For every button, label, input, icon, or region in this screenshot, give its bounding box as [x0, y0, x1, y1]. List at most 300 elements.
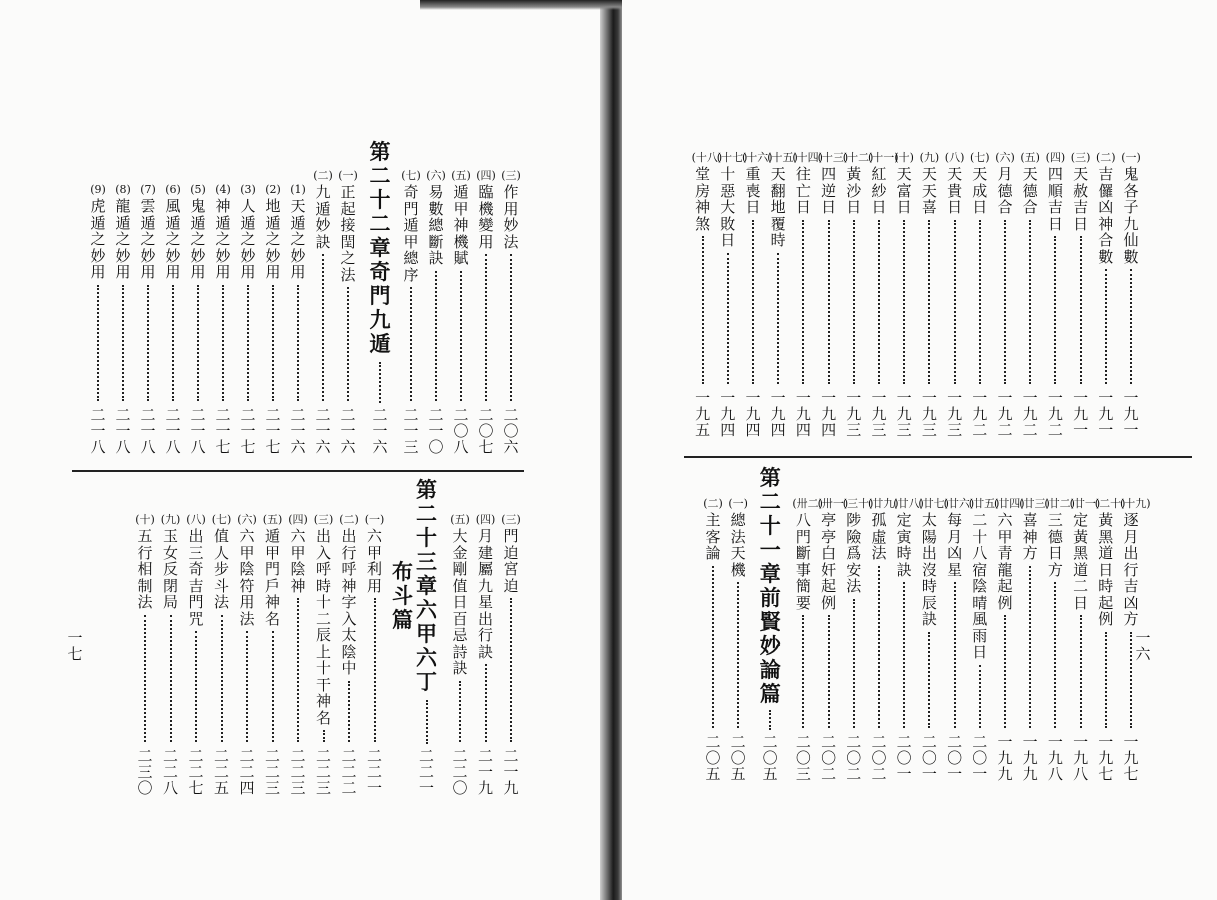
entry-title: 十 惡 大 敗 日 [720, 165, 736, 249]
entry-title: 六 甲 陰 符 用 法 [239, 527, 255, 628]
entry-title: 每 月 凶 星 [947, 511, 963, 579]
toc-entry[interactable] [817, 496, 849, 783]
leader-dots [510, 254, 512, 401]
leader-dots [485, 254, 487, 401]
toc-entry[interactable] [287, 512, 309, 796]
entry-title: 主 客 論 [705, 511, 721, 562]
entry-page-number: 一 九 三 [921, 389, 937, 439]
entry-marker: (四) [1045, 151, 1066, 164]
leader-dots [374, 598, 376, 742]
entry-marker: (一) [338, 169, 358, 182]
leader-dots [272, 631, 274, 742]
leader-dots [1004, 220, 1006, 385]
entry-title: 雲 遁 之 妙 用 [140, 197, 156, 281]
leader-dots [802, 615, 804, 728]
leader-dots [197, 285, 199, 402]
right-page [622, 0, 1217, 900]
entry-title: 奇 門 遁 甲 總 序 [403, 183, 419, 284]
entry-page-number: 二 〇 六 [503, 406, 519, 456]
entry-title: 往 亡 日 [795, 165, 811, 216]
entry-title: 天 德 合 [1022, 165, 1038, 216]
entry-page-number: 二 〇 二 [821, 733, 837, 783]
entry-title: 八 門 斷 事 簡 要 [795, 511, 811, 612]
entry-marker: (二) [339, 513, 359, 526]
entry-marker: (廿七) [918, 497, 949, 510]
toc-entry[interactable] [792, 496, 823, 783]
entry-marker: (六) [237, 513, 257, 526]
toc-entry[interactable] [893, 150, 915, 438]
toc-entry[interactable] [842, 496, 874, 783]
entry-title: 出 入 呼 時 十 二 辰 上 十 干 神 名 [315, 527, 331, 727]
entry-marker: (六) [995, 151, 1015, 164]
entry-page-number: 二 一 九 [477, 747, 493, 797]
leader-dots [195, 631, 197, 742]
leader-dots [379, 362, 381, 403]
entry-page-number: 一 九 三 [846, 389, 862, 439]
entry-marker: (八) [944, 151, 965, 164]
entry-page-number: 一 九 二 [997, 389, 1013, 439]
entry-marker: (一) [728, 497, 748, 510]
leader-dots [903, 220, 905, 385]
entry-marker: (卅二) [792, 497, 823, 510]
entry-title: 天 富 日 [896, 165, 912, 216]
entry-marker: (二十) [1094, 497, 1126, 510]
entry-page-number: 一 九 八 [1047, 733, 1063, 783]
entry-marker: (四) [288, 513, 308, 526]
chapter-page-number: 二 〇 五 [762, 733, 778, 783]
toc-entry[interactable] [1044, 150, 1066, 438]
book-gutter [600, 0, 624, 900]
toc-entry[interactable] [716, 150, 748, 439]
entry-page-number: 一 九 二 [1047, 389, 1063, 439]
leader-dots [853, 599, 855, 729]
toc-entry[interactable] [968, 496, 1000, 783]
toc-entry[interactable] [137, 182, 159, 455]
toc-entry[interactable] [475, 168, 497, 455]
leader-dots [97, 285, 99, 402]
entry-title: 鬼 遁 之 妙 用 [190, 197, 206, 281]
leader-dots [170, 615, 172, 743]
entry-page-number: 一 九 三 [947, 389, 963, 439]
entry-marker: (十七) [716, 151, 748, 164]
entry-marker: (十八) [691, 151, 723, 164]
toc-entry[interactable] [817, 150, 849, 439]
leader-dots [1130, 269, 1132, 384]
entry-marker: (二) [313, 169, 333, 182]
entry-page-number: 一 九 八 [1073, 733, 1089, 783]
leader-dots [1029, 220, 1031, 385]
leader-dots [828, 615, 830, 728]
entry-marker: (十五) [767, 151, 798, 164]
entry-page-number: 二 二 八 [162, 747, 178, 797]
toc-entry[interactable] [1044, 496, 1075, 783]
entry-page-number: 二 二 三 [315, 747, 331, 797]
entry-page-number: 一 九 四 [770, 389, 786, 439]
entry-page-number: 二 〇 八 [453, 406, 469, 456]
entry-marker: (五) [450, 513, 470, 526]
leader-dots [297, 598, 299, 742]
entry-title: 出 行 呼 神 字 入 太 陰 中 [341, 527, 357, 677]
entry-title: 門 迫 宮 迫 [503, 527, 519, 595]
entry-title: 易 數 總 斷 訣 [428, 183, 444, 267]
entry-title: 天 赦 吉 日 [1073, 165, 1089, 233]
entry-marker: (廿六) [943, 497, 975, 510]
toc-entry[interactable] [236, 512, 258, 796]
leader-dots [247, 285, 249, 402]
entry-title: 二 十 八 宿 陰 晴 風 雨 日 [972, 511, 988, 661]
toc-entry[interactable] [211, 512, 233, 796]
leader-dots [460, 271, 462, 402]
entry-title: 六 甲 陰 神 [290, 527, 306, 595]
leader-dots [246, 631, 248, 742]
entry-page-number: 二 三 〇 [137, 747, 153, 797]
entry-page-number: 二 〇 二 [846, 733, 862, 783]
toc-entry[interactable] [944, 150, 966, 438]
leader-dots [323, 730, 325, 742]
entry-marker: (十六) [742, 151, 773, 164]
entry-page-number: 二 〇 三 [795, 733, 811, 783]
leader-dots [348, 681, 350, 743]
toc-entry[interactable] [1019, 150, 1041, 438]
leader-dots [1054, 582, 1056, 728]
toc-entry[interactable] [337, 168, 359, 455]
leader-dots [979, 665, 981, 729]
leader-dots [1105, 632, 1107, 729]
leader-dots [769, 710, 771, 730]
entry-marker: (二) [1096, 151, 1116, 164]
entry-title: 月 建 屬 九 星 出 行 訣 [477, 527, 493, 661]
entry-title: 三 德 日 方 [1047, 511, 1063, 579]
entry-page-number: 一 九 九 [1022, 733, 1038, 783]
entry-page-number: 一 九 二 [1022, 389, 1038, 439]
entry-title: 玉 女 反 閉 局 [162, 527, 178, 611]
entry-title: 出 三 奇 吉 門 咒 [188, 527, 204, 628]
entry-page-number: 二 〇 七 [478, 406, 494, 456]
entry-title: 鬼 各 子 九 仙 數 [1123, 165, 1139, 266]
toc-entry[interactable] [449, 512, 471, 796]
entry-page-number: 二 一 六 [340, 406, 356, 456]
entry-marker: (十三) [817, 151, 849, 164]
entry-marker: (廿八) [893, 497, 924, 510]
leader-dots [979, 220, 981, 385]
toc-entry[interactable] [1070, 150, 1092, 438]
entry-title: 六 甲 青 龍 起 例 [997, 511, 1013, 612]
toc-entry[interactable] [767, 150, 798, 439]
entry-marker: (6) [165, 183, 181, 196]
toc-entry[interactable] [338, 512, 360, 796]
toc-entry[interactable] [969, 150, 991, 438]
entry-page-number: 二 〇 一 [947, 733, 963, 783]
toc-entry[interactable] [162, 182, 184, 455]
entry-page-number: 一 九 四 [821, 389, 837, 439]
toc-entry[interactable] [702, 496, 724, 782]
toc-entry[interactable] [312, 168, 334, 455]
entry-title: 紅 紗 日 [871, 165, 887, 216]
chapter-subtitle: 布 斗 篇 [392, 560, 413, 632]
page-number: 一 七 [67, 629, 83, 663]
toc-entry[interactable] [1019, 496, 1050, 783]
entry-title: 遁 甲 神 機 賦 [453, 183, 469, 267]
toc-entry[interactable] [1120, 150, 1142, 438]
entry-title: 神 遁 之 妙 用 [215, 197, 231, 281]
toc-entry[interactable] [868, 496, 899, 783]
entry-page-number: 二 二 四 [239, 747, 255, 797]
chapter-column [369, 140, 391, 455]
entry-page-number: 一 九 一 [1073, 389, 1089, 439]
leader-dots [485, 664, 487, 742]
entry-title: 定 寅 時 訣 [896, 511, 912, 579]
entry-marker: (十) [135, 513, 155, 526]
leader-dots [737, 582, 739, 728]
entry-marker: (1) [290, 183, 306, 196]
entry-marker: (一) [364, 513, 385, 526]
entry-title: 正 起 接 閏 之 法 [340, 183, 356, 284]
leader-dots [221, 615, 223, 743]
entry-page-number: 二 一 八 [90, 406, 106, 456]
toc-entry[interactable] [893, 496, 924, 783]
entry-title: 總 法 天 機 [730, 511, 746, 579]
entry-title: 天 天 喜 [921, 165, 937, 216]
entry-title: 虎 遁 之 妙 用 [90, 197, 106, 281]
leader-dots [1004, 615, 1006, 728]
entry-marker: (十二) [842, 151, 874, 164]
toc-entry[interactable] [918, 150, 940, 438]
entry-page-number: 一 九 二 [972, 389, 988, 439]
entry-title: 大 金 剛 值 日 百 忌 詩 訣 [452, 527, 468, 677]
entry-marker: (三) [1070, 151, 1091, 164]
leader-dots [1105, 269, 1107, 384]
entry-page-number: 一 九 四 [720, 389, 736, 439]
leader-dots [802, 220, 804, 385]
entry-page-number: 二 一 七 [265, 406, 281, 456]
entry-page-number: 一 九 四 [745, 389, 761, 439]
toc-entry[interactable] [425, 168, 447, 455]
toc-entry[interactable] [1069, 496, 1101, 783]
entry-title: 喜 神 方 [1022, 511, 1038, 562]
entry-marker: (2) [265, 183, 281, 196]
entry-marker: (7) [140, 183, 156, 196]
entry-title: 五 行 相 制 法 [137, 527, 153, 611]
entry-title: 風 遁 之 妙 用 [165, 197, 181, 281]
entry-page-number: 二 二 〇 [452, 747, 468, 797]
entry-title: 遁 甲 門 戶 神 名 [264, 527, 280, 628]
entry-marker: (六) [426, 169, 446, 182]
entry-page-number: 一 九 一 [1123, 389, 1139, 439]
entry-title: 亭 亭 白 奸 起 例 [821, 511, 837, 612]
toc-entry[interactable] [262, 182, 284, 455]
chapter-column [759, 466, 781, 782]
toc-entry[interactable] [450, 168, 472, 455]
toc-entry[interactable] [134, 512, 156, 796]
entry-page-number: 一 九 四 [795, 389, 811, 439]
leader-dots [144, 615, 146, 743]
entry-title: 人 遁 之 妙 用 [240, 197, 256, 281]
entry-title: 孤 虛 法 [871, 511, 887, 562]
leader-dots [147, 285, 149, 402]
entry-page-number: 二 〇 五 [705, 733, 721, 783]
entry-title: 九 遁 妙 訣 [315, 183, 331, 251]
toc-entry[interactable] [313, 512, 335, 796]
entry-title: 陟 險 爲 安 法 [846, 511, 862, 595]
entry-page-number: 二 一 〇 [428, 406, 444, 456]
entry-marker: (四) [475, 513, 496, 526]
toc-entry[interactable] [842, 150, 874, 439]
entry-page-number: 二 〇 一 [921, 733, 937, 783]
leader-dots [853, 220, 855, 385]
toc-entry[interactable] [868, 150, 899, 439]
toc-entry[interactable] [943, 496, 975, 783]
toc-entry[interactable] [262, 512, 284, 796]
toc-entry[interactable] [792, 150, 823, 439]
leader-dots [752, 220, 754, 385]
toc-entry[interactable] [994, 150, 1016, 438]
leader-dots [928, 632, 930, 729]
chapter-column [392, 478, 438, 797]
entry-title: 黃 沙 日 [846, 165, 862, 216]
toc-entry[interactable] [500, 512, 522, 796]
entry-page-number: 二 一 七 [215, 406, 231, 456]
leader-dots [727, 253, 729, 385]
entry-page-number: 二 一 八 [115, 406, 131, 456]
toc-entry[interactable] [1095, 150, 1117, 438]
section-divider [72, 470, 524, 472]
entry-marker: (五) [262, 513, 283, 526]
toc-entry[interactable] [994, 496, 1025, 783]
entry-page-number: 一 九 三 [896, 389, 912, 439]
entry-page-number: 二 一 八 [140, 406, 156, 456]
toc-entry[interactable] [742, 150, 773, 439]
leader-dots [828, 220, 830, 385]
entry-title: 天 貴 日 [947, 165, 963, 216]
entry-page-number: 一 九 五 [695, 389, 711, 439]
toc-entry[interactable] [400, 168, 422, 455]
entry-page-number: 二 一 八 [190, 406, 206, 456]
entry-marker: (三) [501, 169, 521, 182]
entry-title: 定 黃 黑 道 二 日 [1073, 511, 1089, 612]
entry-marker: (十四) [792, 151, 823, 164]
toc-entry[interactable] [160, 512, 182, 796]
leader-dots [459, 681, 461, 743]
leader-dots [954, 582, 956, 728]
entry-marker: (三) [501, 513, 521, 526]
chapter-title: 第 二 十 三 章 六 甲 六 丁 [416, 478, 437, 694]
entry-marker: (廿二) [1044, 497, 1075, 510]
leader-dots [222, 285, 224, 402]
entry-page-number: 一 九 三 [871, 389, 887, 439]
leader-dots [954, 220, 956, 385]
entry-marker: (七) [401, 169, 421, 182]
leader-dots [1080, 236, 1082, 384]
entry-marker: (五) [451, 169, 471, 182]
toc-entry[interactable] [187, 182, 209, 455]
entry-page-number: 二 二 五 [213, 747, 229, 797]
entry-page-number: 二 二 七 [188, 747, 204, 797]
entry-marker: (三十) [842, 497, 874, 510]
toc-entry[interactable] [1094, 496, 1126, 783]
toc-entry[interactable] [87, 182, 109, 455]
entry-title: 天 遁 之 妙 用 [290, 197, 306, 281]
chapter-page-number: 二 一 六 [372, 406, 388, 456]
chapter-title: 第 二 十 一 章 前 賢 妙 論 篇 [759, 466, 781, 706]
entry-marker: (四) [476, 169, 496, 182]
leader-dots [878, 566, 880, 729]
entry-title: 黃 黑 道 日 時 起 例 [1098, 511, 1114, 628]
leader-dots [347, 287, 349, 401]
chapter-page-number: 二 二 一 [418, 747, 434, 797]
toc-entry[interactable] [237, 182, 259, 455]
entry-title: 四 逆 日 [821, 165, 837, 216]
leader-dots [297, 285, 299, 402]
left-page [0, 0, 602, 900]
entry-marker: (二) [703, 497, 723, 510]
entry-title: 堂 房 神 煞 [695, 165, 711, 233]
entry-marker: (9) [90, 183, 106, 196]
leader-dots [426, 700, 428, 744]
entry-marker: (九) [160, 513, 181, 526]
entry-page-number: 二 〇 一 [896, 733, 912, 783]
entry-marker: (一) [1121, 151, 1141, 164]
entry-marker: (十) [894, 151, 914, 164]
toc-entry[interactable] [212, 182, 234, 455]
page-number: 一 六 [1135, 629, 1151, 663]
entry-title: 六 甲 利 用 [366, 527, 382, 595]
leader-dots [435, 271, 437, 402]
toc-entry[interactable] [112, 182, 134, 455]
entry-page-number: 二 一 六 [290, 406, 306, 456]
entry-page-number: 一 九 七 [1098, 733, 1114, 783]
entry-title: 地 遁 之 妙 用 [265, 197, 281, 281]
entry-page-number: 二 一 八 [165, 406, 181, 456]
toc-entry[interactable] [727, 496, 749, 782]
entry-marker: (廿五) [968, 497, 1000, 510]
leader-dots [702, 236, 704, 384]
entry-page-number: 一 九 七 [1123, 733, 1139, 783]
entry-title: 重 喪 日 [745, 165, 761, 216]
entry-page-number: 二 一 七 [240, 406, 256, 456]
entry-marker: (十一) [868, 151, 899, 164]
entry-page-number: 二 〇 二 [871, 733, 887, 783]
toc-entry[interactable] [475, 512, 497, 796]
entry-marker: (七) [970, 151, 990, 164]
toc-entry[interactable] [691, 150, 723, 439]
leader-dots [172, 285, 174, 402]
entry-title: 四 順 吉 日 [1047, 165, 1063, 233]
entry-page-number: 二 一 三 [403, 406, 419, 456]
entry-marker: (廿三) [1019, 497, 1050, 510]
leader-dots [777, 253, 779, 385]
entry-marker: (廿一) [1069, 497, 1101, 510]
entry-marker: (十九) [1120, 497, 1151, 510]
toc-entry[interactable] [287, 182, 309, 455]
entry-marker: (5) [190, 183, 206, 196]
leader-dots [410, 287, 412, 401]
entry-title: 作 用 妙 法 [503, 183, 519, 251]
toc-entry[interactable] [364, 512, 386, 796]
toc-entry[interactable] [500, 168, 522, 455]
toc-entry[interactable] [185, 512, 207, 796]
entry-marker: (8) [115, 183, 131, 196]
entry-title: 天 翻 地 覆 時 [770, 165, 786, 249]
entry-page-number: 二 一 九 [503, 747, 519, 797]
entry-marker: (3) [240, 183, 256, 196]
section-divider [684, 456, 1192, 458]
entry-page-number: 二 一 六 [315, 406, 331, 456]
chapter-title: 第 二 十 二 章 奇 門 九 遁 [369, 140, 391, 356]
entry-marker: (三) [313, 513, 334, 526]
leader-dots [122, 285, 124, 402]
toc-entry[interactable] [918, 496, 949, 783]
entry-title: 吉 儸 凶 神 合 數 [1098, 165, 1114, 266]
